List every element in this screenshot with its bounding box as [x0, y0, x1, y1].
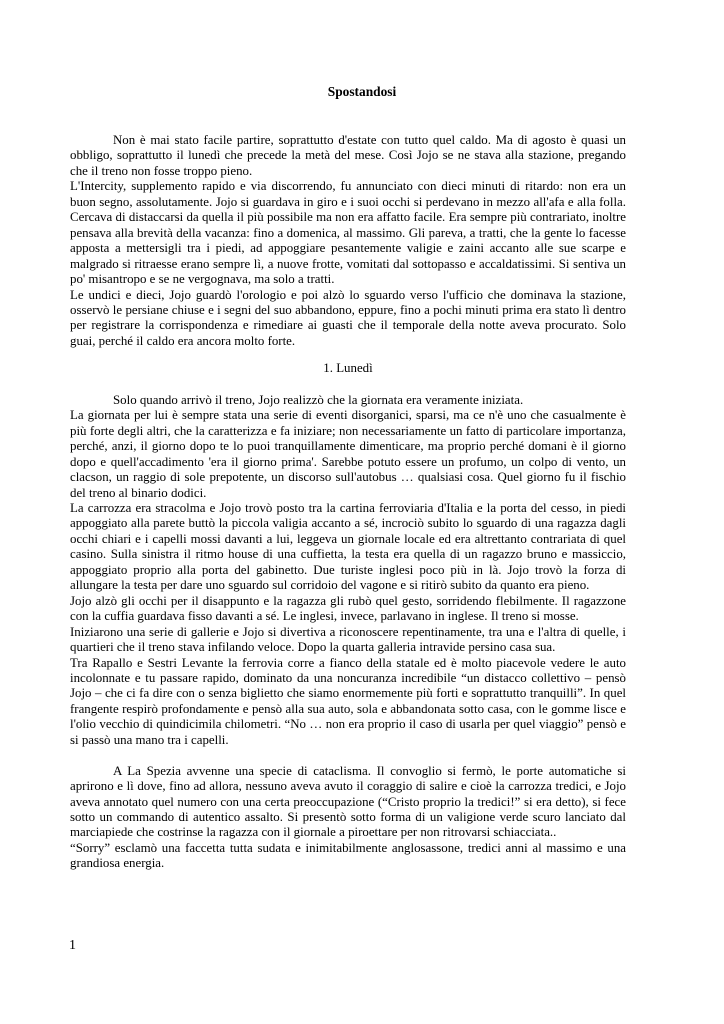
paragraph: Le undici e dieci, Jojo guardò l'orologio e poi alzò lo sguardo verso l'ufficio che dominava la stazione, osservò le persiane chiuse e i segni del suo abbandono, eppure, fino a pochi minuti prima era stato lì dentro per registrare la corrispondenza e rimediare ai guasti che il temporale della notte aveva procurato. Solo guai, perché il caldo era ancora molto forte.: [70, 287, 626, 348]
chapter-heading: 1. Lunedì: [323, 361, 373, 376]
paragraph-spacer: [70, 748, 626, 763]
page-number: 1: [69, 938, 76, 953]
paragraph: Tra Rapallo e Sestri Levante la ferrovia corre a fianco della statale ed è molto piacevole vedere le auto incolonnate e tu passare rapido, dominato da una noncuranza incredibile “un distacco collettivo – pensò Jojo – che ci fa dire con o senza biglietto che siamo enormemente più forti e soprattutto tranquilli”. In quel frangente respirò profondamente e pensò alla sua auto, sola e abbandonata sotto casa, con le gomme lisce e l'olio vecchio di quindicimila chilometri. “No … non era proprio il caso di usarla per quel viaggio” pensò e si passò una mano tra i capelli.: [70, 655, 626, 747]
paragraph: Iniziarono una serie di gallerie e Jojo si divertiva a riconoscere repentinamente, tra una e l'altra di quelle, i quartieri che il treno stava infilando veloce. Dopo la quarta galleria intravide persino casa sua.: [70, 624, 626, 655]
document-title: Spostandosi: [327, 84, 397, 99]
document-body: [70, 133, 626, 872]
paragraph: La carrozza era stracolma e Jojo trovò posto tra la cartina ferroviaria d'Italia e la porta del cesso, in piedi appoggiato alla parete buttò la piccola valigia accanto a sé, incrociò subito lo sguardo di una ragazza dagli occhi chiari e i capelli mossi davanti a lui, leggeva un giornale locale ed era altrettanto contrariata di quel casino. Sulla sinistra il ritmo house di una cuffietta, la testa era quella di un ragazzo bruno e massiccio, appoggiato proprio alla porta del gabinetto. Due turiste inglesi poco più in là. Jojo trovò la forza di allungare la testa per dare uno sguardo sul corridoio del vagone e si ritirò subito da quanto era pieno.: [70, 500, 626, 593]
paragraph: A La Spezia avvenne una specie di cataclisma. Il convoglio si fermò, le porte automatiche si aprirono e lì dove, fino ad allora, nessuno aveva avuto il coraggio di salire e cioè la carrozza tredici, e Jojo aveva annotato quel numero con una certa preoccupazione (“Cristo proprio la tredici!” si era detto), si fece sotto un commando di autentico assalto. Si presentò sotto forma di un valigione verde scuro lanciato dal marciapiede che costrinse la ragazza con il giornale a piroettare per non ritrovarsi schiacciata..: [70, 763, 626, 840]
paragraph: Non è mai stato facile partire, soprattutto d'estate con tutto quel caldo. Ma di agosto è quasi un obbligo, soprattutto il lunedì che precede la metà del mese. Così Jojo se ne stava alla stazione, pregando che il treno non fosse troppo pieno.: [70, 133, 626, 178]
paragraph: Solo quando arrivò il treno, Jojo realizzò che la giornata era veramente iniziata.: [113, 392, 524, 407]
paragraph: L'Intercity, supplemento rapido e via discorrendo, fu annunciato con dieci minuti di ritardo: non era un buon segno, assolutamente. Jojo si guardava in giro e i suoi occhi si perdevano in mezzo all'afa e alla folla. Cercava di distaccarsi da quella il più possibile ma non era affatto facile. Era sempre più contrariato, inoltre pensava alla brevità della vacanza: fino a domenica, al massimo. Gli pareva, a tratti, che la gente lo facesse apposta a mettersigli tra i piedi, ad appoggiare pesantemente valigie e zaini accanto alle sue scarpe e malgrado si ritraesse erano sempre lì, a nuove frotte, vomitati dal sottopasso e accaldatissimi. Si sentiva un po' misantropo e se ne vergognava, ma solo a tratti.: [70, 179, 626, 287]
paragraph: La giornata per lui è sempre stata una serie di eventi disorganici, sparsi, ma ce n'è uno che casualmente è più forte degli altri, che la caratterizza e fa iniziare; non necessariamente un fatto di particolare importanza, perché, anzi, il giorno dopo te lo puoi tranquillamente dimenticare, ma proprio perché domani è il giorno dopo e quell'accadimento 'era il giorno prima'. Sarebbe potuto essere un profumo, un colpo di vento, un clacson, un raggio di sole prepotente, un discorso sull'autobus … qualsiasi cosa. Quel giorno fu il fischio del treno al binario dodici.: [70, 408, 626, 500]
paragraph: “Sorry” esclamò una faccetta tutta sudata e inimitabilmente anglosassone, tredici anni al massimo e una grandiosa energia.: [70, 840, 626, 871]
paragraph: Jojo alzò gli occhi per il disappunto e la ragazza gli rubò quel gesto, sorridendo flebilmente. Il ragazzone con la cuffia guardava fisso davanti a sé. Le inglesi, invece, parlavano in inglese. Il treno si mosse.: [70, 593, 626, 624]
